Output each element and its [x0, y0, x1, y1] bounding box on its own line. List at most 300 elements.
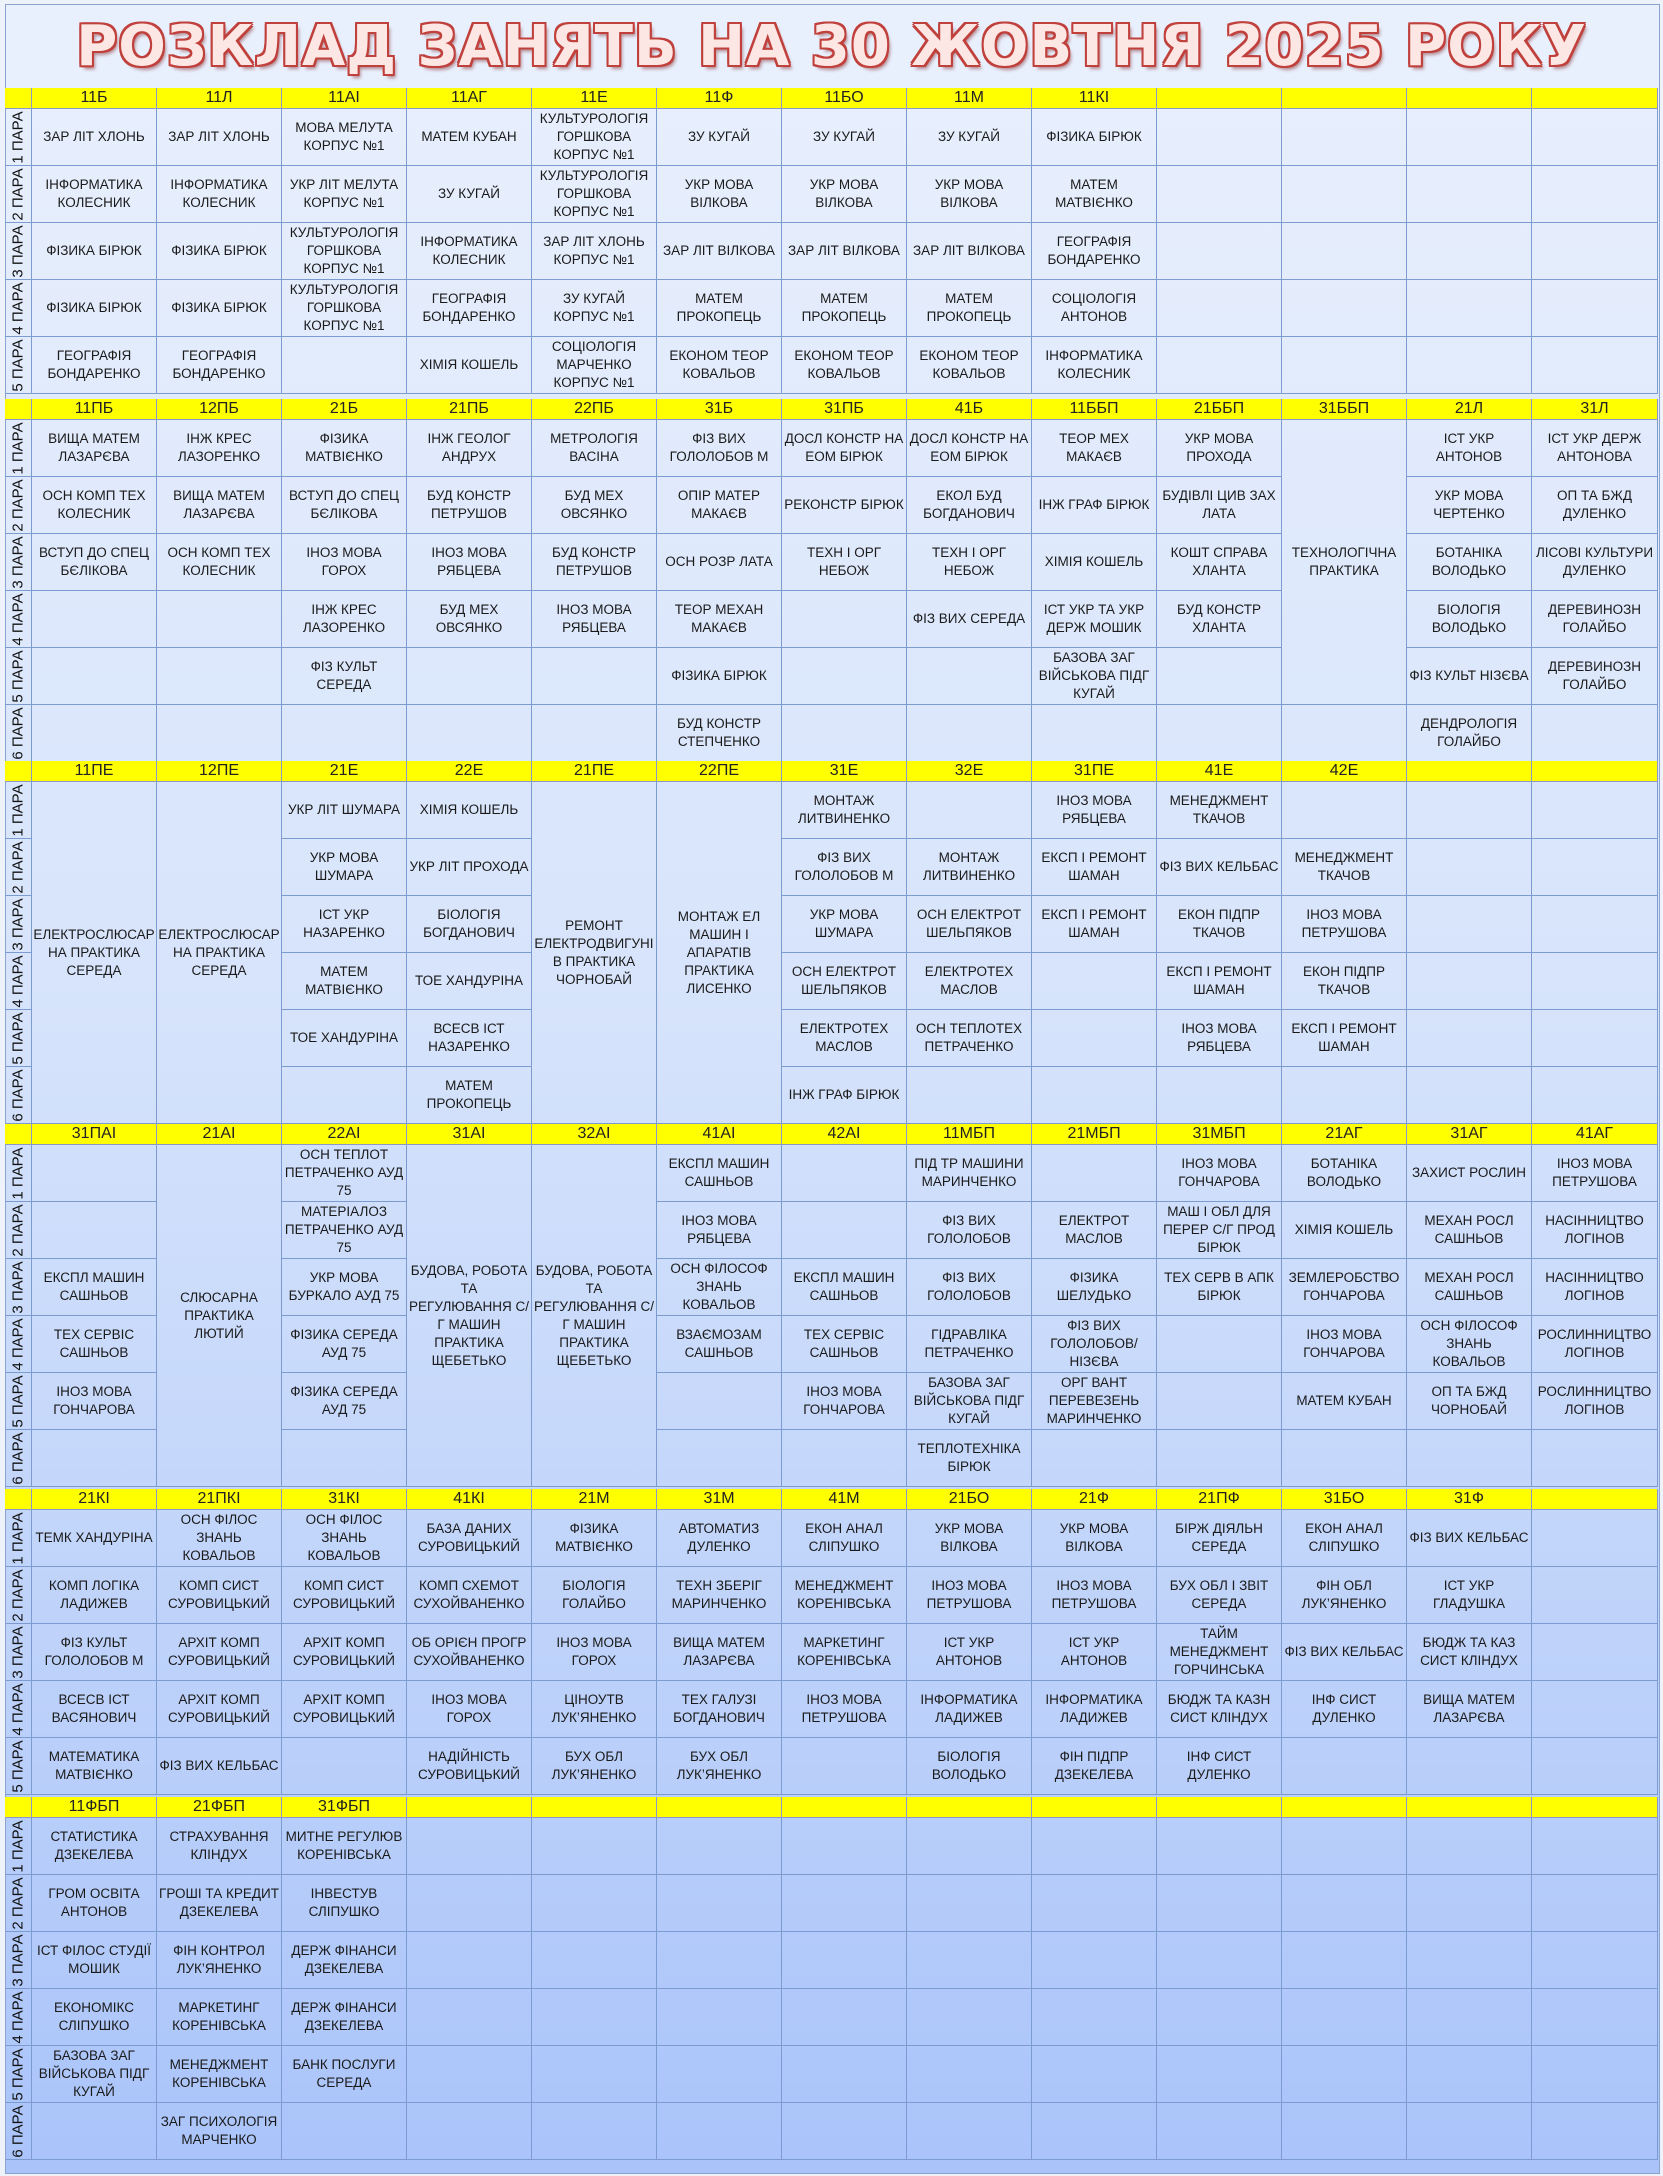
empty-cell	[407, 2046, 532, 2103]
lesson-cell: МАШ І ОБЛ ДЛЯ ПЕРЕР С/Г ПРОД БІРЮК	[1157, 1202, 1282, 1259]
lesson-cell: АРХІТ КОМП СУРОВИЦЬКИЙ	[282, 1681, 407, 1738]
group-header: 31Б	[657, 399, 782, 420]
empty-cell	[907, 2046, 1032, 2103]
lesson-cell: ІНОЗ МОВА ГОРОХ	[282, 534, 407, 591]
empty-cell	[1282, 337, 1407, 394]
empty-cell	[1532, 1875, 1658, 1932]
lesson-cell: ЕКОН ПІДПР ТКАЧОВ	[1282, 953, 1407, 1010]
header-corner	[5, 761, 32, 782]
lesson-cell: ЗАГ ПСИХОЛОГІЯ МАРЧЕНКО	[157, 2103, 282, 2160]
group-header: 21М	[532, 1489, 657, 1510]
header-corner	[5, 1797, 32, 1818]
lesson-cell: ДЕНДРОЛОГІЯ ГОЛАЙБО	[1407, 705, 1532, 762]
empty-cell	[407, 2103, 532, 2160]
lesson-cell: ІНОЗ МОВА РЯБЦЕВА	[532, 591, 657, 648]
lesson-cell: ВИЩА МАТЕМ ЛАЗАРЄВА	[657, 1624, 782, 1681]
empty-cell	[407, 705, 532, 762]
lesson-cell: МАТЕРІАЛОЗ ПЕТРАЧЕНКО АУД 75	[282, 1202, 407, 1259]
lesson-cell: АРХІТ КОМП СУРОВИЦЬКИЙ	[157, 1681, 282, 1738]
lesson-cell: ФІЗИКА БІРЮК	[32, 223, 157, 280]
lesson-cell: ФІЗИКА СЕРЕДА АУД 75	[282, 1316, 407, 1373]
pair-label	[5, 591, 32, 648]
pair-label-text: 3 ПАРА	[9, 897, 27, 951]
group-header: 41КІ	[407, 1489, 532, 1510]
lesson-cell: ЕКСПЛ МАШИН САШНЬОВ	[657, 1145, 782, 1202]
empty-cell	[1282, 1875, 1407, 1932]
group-header: 31ПБ	[782, 399, 907, 420]
group-header	[1032, 1797, 1157, 1818]
group-header: 31АГ	[1407, 1124, 1532, 1145]
empty-cell	[1407, 953, 1532, 1010]
pair-label	[5, 839, 32, 896]
header-corner	[5, 399, 32, 420]
group-header: 41АГ	[1532, 1124, 1658, 1145]
lesson-cell: ФІН ПІДПР ДЗЕКЕЛЕВА	[1032, 1738, 1157, 1795]
lesson-cell: ВИЩА МАТЕМ ЛАЗАРЄВА	[157, 477, 282, 534]
pair-label-text: 1 ПАРА	[9, 1146, 27, 1200]
lesson-cell: ІНФОРМАТИКА ЛАДИЖЕВ	[907, 1681, 1032, 1738]
lesson-cell: ІСТ УКР ДЕРЖ АНТОНОВА	[1532, 420, 1658, 477]
empty-cell	[1407, 896, 1532, 953]
empty-cell	[1532, 1067, 1658, 1124]
empty-cell	[1032, 1010, 1157, 1067]
lesson-cell: ЛІСОВІ КУЛЬТУРИ ДУЛЕНКО	[1532, 534, 1658, 591]
empty-cell	[907, 1818, 1032, 1875]
page-title: РОЗКЛАД ЗАНЯТЬ НА 30 ЖОВТНЯ 2025 РОКУ	[76, 13, 1587, 79]
pair-label	[5, 1818, 32, 1875]
pair-label	[5, 1510, 32, 1567]
empty-cell	[1157, 705, 1282, 762]
pair-label	[5, 705, 32, 762]
lesson-cell: МАРКЕТИНГ КОРЕНІВСЬКА	[157, 1989, 282, 2046]
empty-cell	[157, 648, 282, 705]
lesson-cell: ІНФ СИСТ ДУЛЕНКО	[1282, 1681, 1407, 1738]
lesson-cell: ПІД ТР МАШИНИ МАРИНЧЕНКО	[907, 1145, 1032, 1202]
empty-cell	[32, 648, 157, 705]
lesson-cell: ІНОЗ МОВА РЯБЦЕВА	[657, 1202, 782, 1259]
lesson-cell: РОСЛИННИЦТВО ЛОГІНОВ	[1532, 1316, 1658, 1373]
empty-cell	[1532, 1430, 1658, 1487]
lesson-cell: ВСТУП ДО СПЕЦ БЄЛІКОВА	[32, 534, 157, 591]
empty-cell	[532, 648, 657, 705]
schedule-block	[5, 88, 1658, 394]
lesson-cell: БУД КОНСТР ПЕТРУШОВ	[532, 534, 657, 591]
lesson-cell: ІНФОРМАТИКА КОЛЕСНИК	[1032, 337, 1157, 394]
lesson-cell: УКР МОВА ШУМАРА	[282, 839, 407, 896]
lesson-cell: ІСТ УКР ГЛАДУШКА	[1407, 1567, 1532, 1624]
pair-label	[5, 1202, 32, 1259]
empty-cell	[1532, 1681, 1658, 1738]
lesson-cell: ЗУ КУГАЙ	[657, 109, 782, 166]
empty-cell	[1532, 1932, 1658, 1989]
empty-cell	[907, 1067, 1032, 1124]
lesson-cell: ХІМІЯ КОШЕЛЬ	[407, 782, 532, 839]
empty-cell	[782, 1145, 907, 1202]
empty-cell	[782, 1989, 907, 2046]
lesson-cell: ЗУ КУГАЙ КОРПУС №1	[532, 280, 657, 337]
group-header: 21АГ	[1282, 1124, 1407, 1145]
pair-label-text: 2 ПАРА	[9, 840, 27, 894]
pair-label-text: 1 ПАРА	[9, 783, 27, 837]
lesson-cell: ТЕХН ЗБЕРІГ МАРИНЧЕНКО	[657, 1567, 782, 1624]
pair-label-text: 5 ПАРА	[9, 1739, 27, 1793]
lesson-cell: МОНТАЖ ЛИТВИНЕНКО	[907, 839, 1032, 896]
empty-cell	[782, 2103, 907, 2160]
lesson-cell: УКР ЛІТ ПРОХОДА	[407, 839, 532, 896]
empty-cell	[1157, 280, 1282, 337]
lesson-cell: ВСЕСВ ІСТ НАЗАРЕНКО	[407, 1010, 532, 1067]
lesson-cell: ФІН КОНТРОЛ ЛУК’ЯНЕНКО	[157, 1932, 282, 1989]
pair-label-text: 6 ПАРА	[9, 1068, 27, 1122]
empty-cell	[532, 1932, 657, 1989]
group-header	[1407, 88, 1532, 109]
lesson-cell: ІНФОРМАТИКА КОЛЕСНИК	[157, 166, 282, 223]
lesson-cell: ВИЩА МАТЕМ ЛАЗАРЄВА	[32, 420, 157, 477]
group-header: 21ФБП	[157, 1797, 282, 1818]
lesson-cell: ФІЗ ВИХ СЕРЕДА	[907, 591, 1032, 648]
lesson-cell: ЗАР ЛІТ ХЛОНЬ	[157, 109, 282, 166]
empty-cell	[1407, 1010, 1532, 1067]
lesson-cell: БІРЖ ДІЯЛЬН СЕРЕДА	[1157, 1510, 1282, 1567]
lesson-cell: БУХ ОБЛ ЛУК’ЯНЕНКО	[657, 1738, 782, 1795]
group-header: 11М	[907, 88, 1032, 109]
empty-cell	[532, 1989, 657, 2046]
header-corner	[5, 1124, 32, 1145]
lesson-cell: НАСІННИЦТВО ЛОГІНОВ	[1532, 1202, 1658, 1259]
lesson-cell: ТЕМК ХАНДУРІНА	[32, 1510, 157, 1567]
empty-cell	[1282, 109, 1407, 166]
empty-cell	[907, 2103, 1032, 2160]
lesson-cell: ІНОЗ МОВА ПЕТРУШОВА	[1282, 896, 1407, 953]
lesson-cell: ІНОЗ МОВА РЯБЦЕВА	[407, 534, 532, 591]
empty-cell	[1532, 839, 1658, 896]
lesson-cell: ФІЗ ВИХ КЕЛЬБАС	[1407, 1510, 1532, 1567]
empty-cell	[1157, 648, 1282, 705]
lesson-cell: БАЗОВА ЗАГ ВІЙСЬКОВА ПІДГ КУГАЙ	[907, 1373, 1032, 1430]
lesson-cell: ОП ТА БЖД ДУЛЕНКО	[1532, 477, 1658, 534]
pair-label-text: 3 ПАРА	[9, 1933, 27, 1987]
pair-label-text: 6 ПАРА	[9, 2104, 27, 2158]
empty-cell	[782, 1738, 907, 1795]
empty-cell	[1032, 1989, 1157, 2046]
lesson-cell: ІНОЗ МОВА ГОРОХ	[407, 1681, 532, 1738]
lesson-cell: БОТАНІКА ВОЛОДЬКО	[1282, 1145, 1407, 1202]
pair-label-text: 3 ПАРА	[9, 1625, 27, 1679]
group-header: 11КІ	[1032, 88, 1157, 109]
empty-cell	[1532, 896, 1658, 953]
lesson-cell: БУДІВЛІ ЦИВ ЗАХ ЛАТА	[1157, 477, 1282, 534]
group-header: 11ББП	[1032, 399, 1157, 420]
pair-label-text: 2 ПАРА	[9, 478, 27, 532]
empty-cell	[782, 648, 907, 705]
lesson-cell: МЕХАН РОСЛ САШНЬОВ	[1407, 1259, 1532, 1316]
lesson-cell: ЕЛЕКТРОТЕХ МАСЛОВ	[782, 1010, 907, 1067]
lesson-cell: ГРОШІ ТА КРЕДИТ ДЗЕКЕЛЕВА	[157, 1875, 282, 1932]
empty-cell	[782, 705, 907, 762]
pair-label	[5, 1624, 32, 1681]
empty-cell	[1407, 1989, 1532, 2046]
group-header	[1282, 88, 1407, 109]
empty-cell	[282, 2103, 407, 2160]
group-header: 11ПБ	[32, 399, 157, 420]
lesson-cell: ЕКСП І РЕМОНТ ШАМАН	[1157, 953, 1282, 1010]
lesson-cell: ІНОЗ МОВА ПЕТРУШОВА	[1032, 1567, 1157, 1624]
empty-cell	[1532, 337, 1658, 394]
empty-cell	[1282, 1989, 1407, 2046]
pair-label-text: 5 ПАРА	[9, 338, 27, 392]
lesson-cell: ЕКОЛ БУД БОГДАНОВИЧ	[907, 477, 1032, 534]
pair-label-text: 5 ПАРА	[9, 1374, 27, 1428]
lesson-cell: ІНЖ ГРАФ БІРЮК	[1032, 477, 1157, 534]
schedule-block	[5, 1124, 1658, 1487]
group-header: 31Е	[782, 761, 907, 782]
schedule-block	[5, 399, 1658, 762]
lesson-cell: ЕКОНОМІКС СЛІПУШКО	[32, 1989, 157, 2046]
empty-cell	[657, 1875, 782, 1932]
pair-label-text: 6 ПАРА	[9, 706, 27, 760]
lesson-cell: ІНОЗ МОВА ГОНЧАРОВА	[1282, 1316, 1407, 1373]
pair-label	[5, 1681, 32, 1738]
lesson-cell: МАТЕМ ПРОКОПЕЦЬ	[782, 280, 907, 337]
lesson-cell: СТАТИСТИКА ДЗЕКЕЛЕВА	[32, 1818, 157, 1875]
lesson-cell: СОЦІОЛОГІЯ МАРЧЕНКО КОРПУС №1	[532, 337, 657, 394]
group-header	[1282, 1797, 1407, 1818]
pair-label-text: 6 ПАРА	[9, 1431, 27, 1485]
empty-cell	[1407, 166, 1532, 223]
group-header	[1407, 761, 1532, 782]
group-header	[1157, 88, 1282, 109]
lesson-cell: ВЗАЄМОЗАМ САШНЬОВ	[657, 1316, 782, 1373]
lesson-cell: ІНФОРМАТИКА КОЛЕСНИК	[32, 166, 157, 223]
pair-label-text: 3 ПАРА	[9, 1260, 27, 1314]
lesson-cell: ІНВЕСТУВ СЛІПУШКО	[282, 1875, 407, 1932]
empty-cell	[1157, 1932, 1282, 1989]
empty-cell	[1157, 166, 1282, 223]
lesson-cell: ОСН ФІЛОС ЗНАНЬ КОВАЛЬОВ	[282, 1510, 407, 1567]
lesson-cell: ТЕХ ГАЛУЗІ БОГДАНОВИЧ	[657, 1681, 782, 1738]
lesson-cell: КОШТ СПРАВА ХЛАНТА	[1157, 534, 1282, 591]
lesson-cell: ФІЗ ВИХ ГОЛОЛОБОВ	[907, 1202, 1032, 1259]
lesson-cell: МОВА МЕЛУТА КОРПУС №1	[282, 109, 407, 166]
lesson-cell: КУЛЬТУРОЛОГІЯ ГОРШКОВА КОРПУС №1	[282, 223, 407, 280]
group-header	[407, 1797, 532, 1818]
empty-cell	[1282, 705, 1407, 762]
empty-cell	[1407, 782, 1532, 839]
empty-cell	[1157, 2046, 1282, 2103]
lesson-cell: ОП ТА БЖД ЧОРНОБАЙ	[1407, 1373, 1532, 1430]
lesson-cell: ЕКСП І РЕМОНТ ШАМАН	[1032, 839, 1157, 896]
lesson-cell: БУД КОНСТР ХЛАНТА	[1157, 591, 1282, 648]
group-header: 21ПБ	[407, 399, 532, 420]
lesson-cell: ГІДРАВЛІКА ПЕТРАЧЕНКО	[907, 1316, 1032, 1373]
schedule-block	[5, 1797, 1658, 2160]
pair-label-text: 1 ПАРА	[9, 421, 27, 475]
lesson-cell: УКР ЛІТ ШУМАРА	[282, 782, 407, 839]
empty-cell	[657, 1430, 782, 1487]
group-header: 11ПЕ	[32, 761, 157, 782]
pair-label	[5, 1932, 32, 1989]
group-header: 21Е	[282, 761, 407, 782]
lesson-cell: ФІЗ КУЛЬТ ГОЛОЛОБОВ М	[32, 1624, 157, 1681]
lesson-cell: ОБ ОРІЄН ПРОГР СУХОЙВАНЕНКО	[407, 1624, 532, 1681]
empty-cell	[907, 782, 1032, 839]
lesson-cell: АРХІТ КОМП СУРОВИЦЬКИЙ	[282, 1624, 407, 1681]
empty-cell	[1032, 1145, 1157, 1202]
empty-cell	[1532, 166, 1658, 223]
empty-cell	[1407, 1875, 1532, 1932]
lesson-cell: БОТАНІКА ВОЛОДЬКО	[1407, 534, 1532, 591]
empty-cell	[782, 1430, 907, 1487]
lesson-cell: ОСН ТЕПЛОТЕХ ПЕТРАЧЕНКО	[907, 1010, 1032, 1067]
lesson-cell: ДОСЛ КОНСТР НА ЕОМ БІРЮК	[907, 420, 1032, 477]
group-header: 12ПБ	[157, 399, 282, 420]
lesson-cell: ТОЕ ХАНДУРІНА	[407, 953, 532, 1010]
empty-cell	[1282, 1818, 1407, 1875]
empty-cell	[1407, 337, 1532, 394]
lesson-cell: УКР МОВА ВІЛКОВА	[657, 166, 782, 223]
lesson-cell: БУД МЕХ ОВСЯНКО	[532, 477, 657, 534]
lesson-cell: МЕНЕДЖМЕНТ ТКАЧОВ	[1157, 782, 1282, 839]
lesson-cell: МИТНЕ РЕГУЛЮВ КОРЕНІВСЬКА	[282, 1818, 407, 1875]
lesson-cell: ДЕРЕВИНОЗН ГОЛАЙБО	[1532, 591, 1658, 648]
lesson-cell: УКР МОВА ШУМАРА	[782, 896, 907, 953]
lesson-cell: ІНЖ ГЕОЛОГ АНДРУХ	[407, 420, 532, 477]
empty-cell	[1157, 1316, 1282, 1373]
lesson-cell: КОМП ЛОГІКА ЛАДИЖЕВ	[32, 1567, 157, 1624]
lesson-cell: НАСІННИЦТВО ЛОГІНОВ	[1532, 1259, 1658, 1316]
empty-cell	[1282, 2046, 1407, 2103]
pair-label	[5, 1430, 32, 1487]
lesson-cell: ГЕОГРАФІЯ БОНДАРЕНКО	[32, 337, 157, 394]
lesson-cell: ЗАР ЛІТ ХЛОНЬ	[32, 109, 157, 166]
empty-cell	[32, 1430, 157, 1487]
lesson-cell: ФІН ОБЛ ЛУК’ЯНЕНКО	[1282, 1567, 1407, 1624]
empty-cell	[1407, 1430, 1532, 1487]
empty-cell	[1157, 223, 1282, 280]
lesson-cell: ОСН ФІЛОСОФ ЗНАНЬ КОВАЛЬОВ	[657, 1259, 782, 1316]
lesson-cell: МЕНЕДЖМЕНТ ТКАЧОВ	[1282, 839, 1407, 896]
empty-cell	[1407, 1932, 1532, 1989]
empty-cell	[532, 705, 657, 762]
empty-cell	[1532, 2046, 1658, 2103]
lesson-cell: КУЛЬТУРОЛОГІЯ ГОРШКОВА КОРПУС №1	[532, 166, 657, 223]
lesson-cell: ОСН ФІЛОСОФ ЗНАНЬ КОВАЛЬОВ	[1407, 1316, 1532, 1373]
group-header: 21ПФ	[1157, 1489, 1282, 1510]
lesson-cell: ОСН ЕЛЕКТРОТ ШЕЛЬПЯКОВ	[782, 953, 907, 1010]
lesson-cell: ЗУ КУГАЙ	[907, 109, 1032, 166]
empty-cell	[657, 1989, 782, 2046]
group-header: 11ФБП	[32, 1797, 157, 1818]
lesson-cell: СТРАХУВАННЯ КЛІНДУХ	[157, 1818, 282, 1875]
pair-label	[5, 1259, 32, 1316]
lesson-cell: ЕКСПЛ МАШИН САШНЬОВ	[32, 1259, 157, 1316]
lesson-cell: МАТЕМ ПРОКОПЕЦЬ	[657, 280, 782, 337]
group-header: 21ББП	[1157, 399, 1282, 420]
empty-cell	[1282, 166, 1407, 223]
group-header: 32Е	[907, 761, 1032, 782]
lesson-cell: БІОЛОГІЯ ВОЛОДЬКО	[1407, 591, 1532, 648]
pair-label	[5, 337, 32, 394]
pair-label	[5, 953, 32, 1010]
lesson-cell: БУХ ОБЛ ЛУК’ЯНЕНКО	[532, 1738, 657, 1795]
group-header: 31БО	[1282, 1489, 1407, 1510]
empty-cell	[1157, 1818, 1282, 1875]
lesson-cell: ІНОЗ МОВА ПЕТРУШОВА	[782, 1681, 907, 1738]
empty-cell	[1532, 1989, 1658, 2046]
group-header: 31МБП	[1157, 1124, 1282, 1145]
lesson-cell: ТЕОР МЕХАН МАКАЄВ	[657, 591, 782, 648]
lesson-cell: ОСН КОМП ТЕХ КОЛЕСНИК	[157, 534, 282, 591]
empty-cell	[1532, 1738, 1658, 1795]
lesson-cell: ЕКОН АНАЛ СЛІПУШКО	[782, 1510, 907, 1567]
lesson-cell: БІОЛОГІЯ ВОЛОДЬКО	[907, 1738, 1032, 1795]
pair-label	[5, 1067, 32, 1124]
lesson-cell: ДЕРЕВИНОЗН ГОЛАЙБО	[1532, 648, 1658, 705]
lesson-cell: ЗАР ЛІТ ХЛОНЬ КОРПУС №1	[532, 223, 657, 280]
pair-label-text: 3 ПАРА	[9, 224, 27, 278]
lesson-cell: БУДОВА, РОБОТА ТА РЕГУЛЮВАННЯ С/Г МАШИН ПРАКТИКА ЩЕБЕТЬКО	[407, 1145, 532, 1487]
empty-cell	[282, 1738, 407, 1795]
lesson-cell: ВСЕСВ ІСТ ВАСЯНОВИЧ	[32, 1681, 157, 1738]
group-header: 12ПЕ	[157, 761, 282, 782]
lesson-cell: ОСН РОЗР ЛАТА	[657, 534, 782, 591]
empty-cell	[1157, 109, 1282, 166]
lesson-cell: ВСТУП ДО СПЕЦ БЄЛІКОВА	[282, 477, 407, 534]
lesson-cell: КОМП СХЕМОТ СУХОЙВАНЕНКО	[407, 1567, 532, 1624]
lesson-cell: БІОЛОГІЯ ГОЛАЙБО	[532, 1567, 657, 1624]
lesson-cell: ФІЗ ВИХ КЕЛЬБАС	[1157, 839, 1282, 896]
empty-cell	[1282, 2103, 1407, 2160]
group-header: 41М	[782, 1489, 907, 1510]
empty-cell	[1032, 1818, 1157, 1875]
empty-cell	[1157, 1067, 1282, 1124]
lesson-cell: ТЕХН І ОРГ НЕБОЖ	[782, 534, 907, 591]
pair-label-text: 1 ПАРА	[9, 1511, 27, 1565]
pair-label	[5, 477, 32, 534]
lesson-cell: ІНОЗ МОВА РЯБЦЕВА	[1032, 782, 1157, 839]
group-header: 31М	[657, 1489, 782, 1510]
lesson-cell: ТОЕ ХАНДУРІНА	[282, 1010, 407, 1067]
empty-cell	[282, 1067, 407, 1124]
group-header: 41Б	[907, 399, 1032, 420]
lesson-cell: УКР МОВА ВІЛКОВА	[782, 166, 907, 223]
pair-label	[5, 782, 32, 839]
empty-cell	[1032, 1932, 1157, 1989]
group-header	[657, 1797, 782, 1818]
empty-cell	[407, 1818, 532, 1875]
pair-label	[5, 1373, 32, 1430]
lesson-cell: ФІЗ ВИХ ГОЛОЛОБОВ/ НІЗЄВА	[1032, 1316, 1157, 1373]
lesson-cell: СОЦІОЛОГІЯ АНТОНОВ	[1032, 280, 1157, 337]
lesson-cell: ТЕХНОЛОГІЧНА ПРАКТИКА	[1282, 420, 1407, 705]
empty-cell	[1407, 223, 1532, 280]
header-corner	[5, 88, 32, 109]
lesson-cell: ЕЛЕКТРОСЛЮСАР НА ПРАКТИКА СЕРЕДА	[157, 782, 282, 1124]
lesson-cell: БЮДЖ ТА КАЗН СИСТ КЛІНДУХ	[1157, 1681, 1282, 1738]
lesson-cell: СЛЮСАРНА ПРАКТИКА ЛЮТИЙ	[157, 1145, 282, 1487]
empty-cell	[407, 1989, 532, 2046]
empty-cell	[282, 1430, 407, 1487]
lesson-cell: ОСН ЕЛЕКТРОТ ШЕЛЬПЯКОВ	[907, 896, 1032, 953]
lesson-cell: ФІЗ КУЛЬТ НІЗЄВА	[1407, 648, 1532, 705]
pair-label	[5, 223, 32, 280]
empty-cell	[657, 1818, 782, 1875]
lesson-cell: БАНК ПОСЛУГИ СЕРЕДА	[282, 2046, 407, 2103]
empty-cell	[32, 2103, 157, 2160]
lesson-cell: ЕКОНОМ ТЕОР КОВАЛЬОВ	[907, 337, 1032, 394]
empty-cell	[1532, 953, 1658, 1010]
lesson-cell: ІНФОРМАТИКА ЛАДИЖЕВ	[1032, 1681, 1157, 1738]
